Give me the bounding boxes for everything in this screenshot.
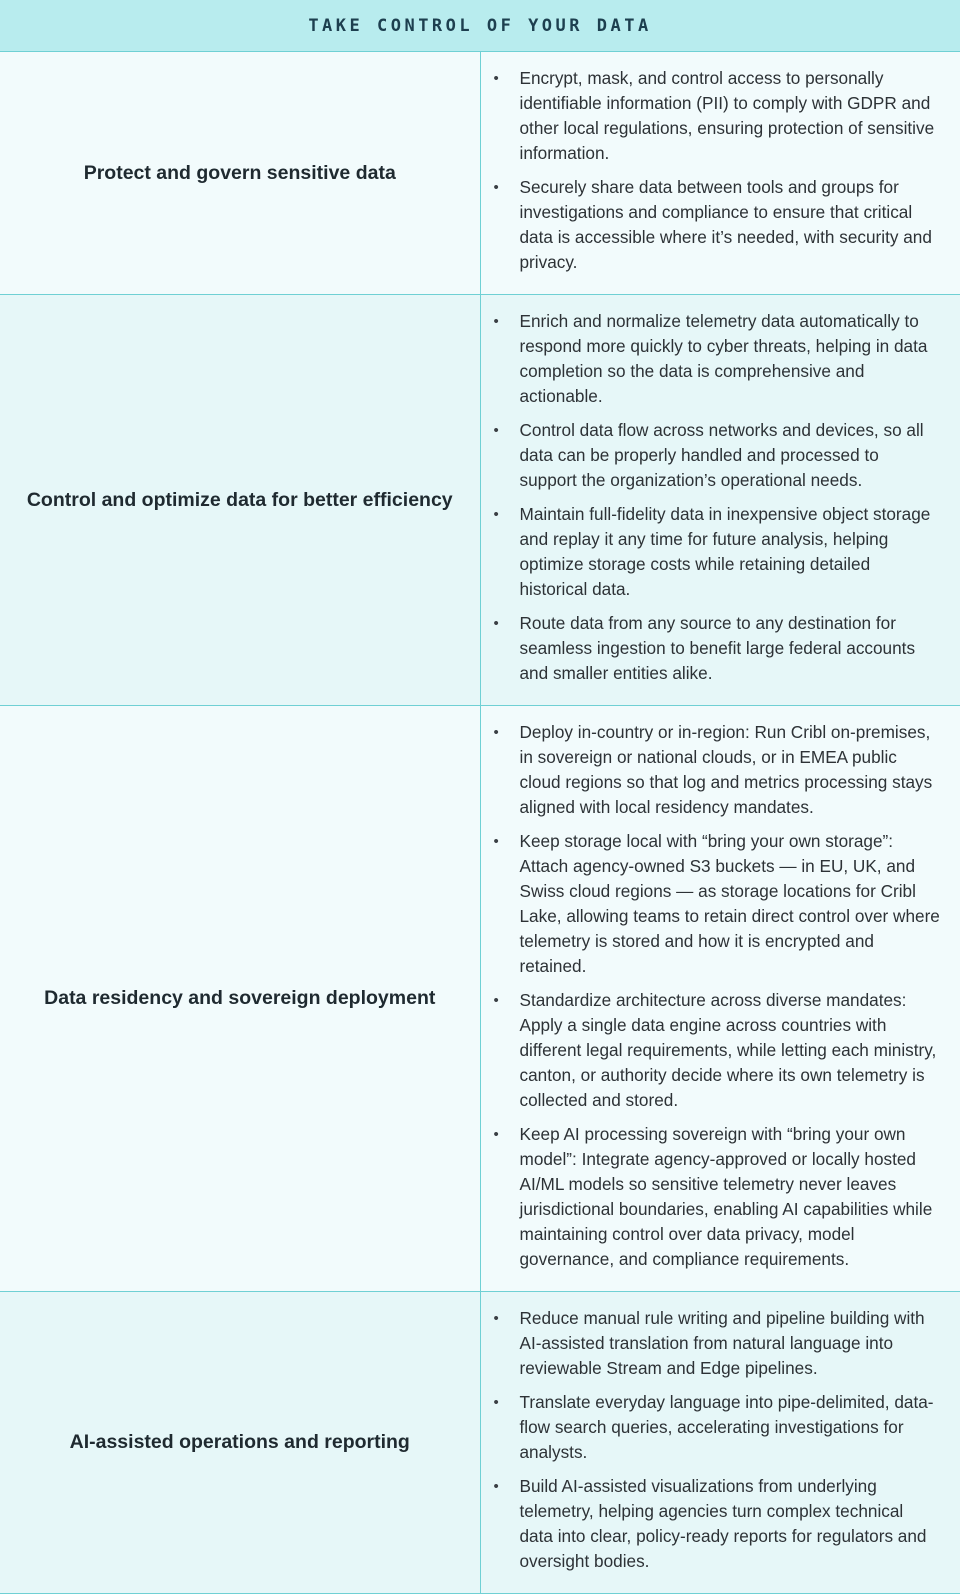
row-label: Control and optimize data for better efficiency [0,295,480,706]
table-row-data-residency [0,706,960,1292]
list-item: • Encrypt, mask, and control access to personally identifiable information (PII) to comply with GDPR and other local regulations, ensuring protection of sensitive information. [481,66,941,166]
bullet-icon: • [494,611,499,636]
bullet-icon: • [494,66,499,91]
bullet-icon: • [494,175,499,200]
list-item: • Securely share data between tools and groups for investigations and compliance to ensure that critical data is accessible where it’s needed, with security and privacy. [481,175,941,275]
bullet-icon: • [494,418,499,443]
bullet-icon: • [494,988,499,1013]
list-item: • Maintain full-fidelity data in inexpensive object storage and replay it any time for future analysis, helping optimize storage costs while retaining detailed historical data. [481,502,941,602]
bullet-icon: • [494,309,499,334]
list-item: • Route data from any source to any destination for seamless ingestion to benefit large federal accounts and smaller entities alike. [481,611,941,686]
list-item: • Keep AI processing sovereign with “bring your own model”: Integrate agency-approved or locally hosted AI/ML models so sensitive telemetry never leaves jurisdictional boundaries, enabling AI capabilities while maintaining control over data privacy, model governance, and compliance requirements. [481,1122,941,1272]
list-item: • Control data flow across networks and devices, so all data can be properly handled and processed to support the organization’s operational needs. [481,418,941,493]
bullet-list [481,52,960,294]
bullet-icon: • [494,1474,499,1499]
table-row-protect-govern [0,52,960,295]
table-row-ai-assisted [0,1292,960,1594]
bullet-icon: • [494,720,499,745]
table-title: TAKE CONTROL OF YOUR DATA [0,0,960,52]
list-item: • Keep storage local with “bring your own storage”: Attach agency-owned S3 buckets — in EU, UK, and Swiss cloud regions — as storage locations for Cribl Lake, allowing teams to retain direct control over where telemetry is stored and how it is encrypted and retained. [481,829,941,979]
table-row-control-optimize [0,295,960,706]
row-label: Data residency and sovereign deployment [0,706,480,1292]
list-item: • Build AI-assisted visualizations from underlying telemetry, helping agencies turn complex technical data into clear, policy-ready reports for regulators and oversight bodies. [481,1474,941,1574]
bullet-icon: • [494,1306,499,1331]
list-item: • Standardize architecture across diverse mandates: Apply a single data engine across countries with different legal requirements, while letting each ministry, canton, or authority decide where its own telemetry is collected and stored. [481,988,941,1113]
list-item: • Translate everyday language into pipe-delimited, data-flow search queries, accelerating investigations for analysts. [481,1390,941,1465]
row-label: AI-assisted operations and reporting [0,1292,480,1594]
list-item: • Reduce manual rule writing and pipeline building with AI-assisted translation from natural language into reviewable Stream and Edge pipelines. [481,1306,941,1381]
bullet-icon: • [494,502,499,527]
bullet-list [481,1292,960,1593]
list-item: • Enrich and normalize telemetry data automatically to respond more quickly to cyber threats, helping in data completion so the data is comprehensive and actionable. [481,309,941,409]
bullet-icon: • [494,829,499,854]
row-label: Protect and govern sensitive data [0,52,480,295]
bullet-icon: • [494,1390,499,1415]
bullet-icon: • [494,1122,499,1147]
list-item: • Deploy in-country or in-region: Run Cribl on-premises, in sovereign or national clouds, or in EMEA public cloud regions so that log and metrics processing stays aligned with local residency mandates. [481,720,941,820]
bullet-list [481,706,960,1291]
bullet-list [481,295,960,705]
